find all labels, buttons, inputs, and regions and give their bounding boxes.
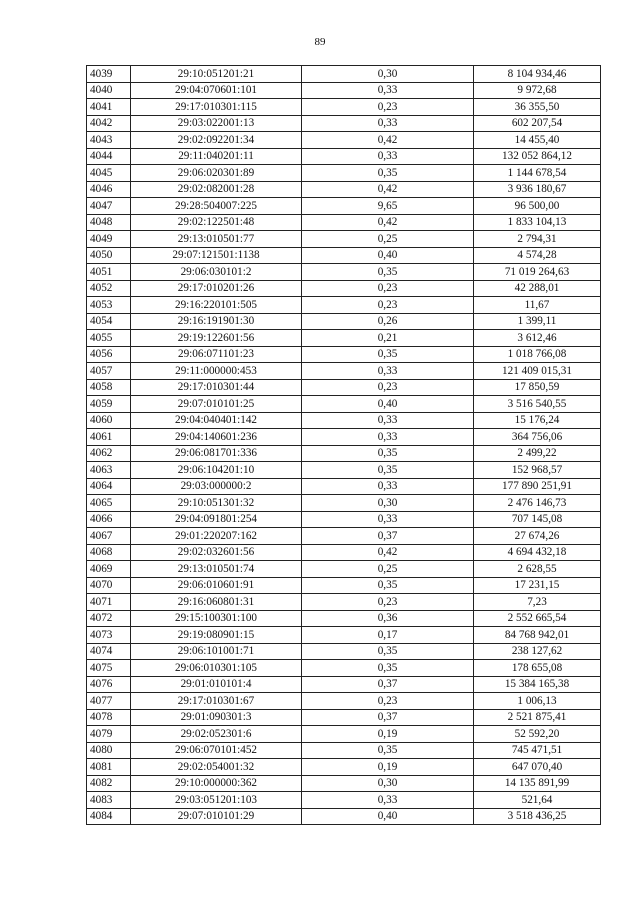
table-row bbox=[87, 445, 601, 462]
row-number-cell: 4050 bbox=[87, 247, 131, 264]
table-row bbox=[87, 610, 601, 627]
row-number-cell: 4074 bbox=[87, 643, 131, 660]
amount-cell: 152 968,57 bbox=[474, 462, 601, 479]
rate-cell: 0,23 bbox=[302, 280, 474, 297]
row-number-cell: 4078 bbox=[87, 709, 131, 726]
row-number-cell: 4049 bbox=[87, 231, 131, 248]
rate-cell: 0,35 bbox=[302, 577, 474, 594]
row-number-cell: 4069 bbox=[87, 561, 131, 578]
cadastral-number-cell: 29:17:010201:26 bbox=[131, 280, 302, 297]
rate-cell: 0,33 bbox=[302, 792, 474, 809]
table-row bbox=[87, 280, 601, 297]
amount-cell: 17 231,15 bbox=[474, 577, 601, 594]
row-number-cell: 4080 bbox=[87, 742, 131, 759]
row-number-cell: 4043 bbox=[87, 132, 131, 149]
cadastral-number-cell: 29:15:100301:100 bbox=[131, 610, 302, 627]
cadastral-number-cell: 29:19:080901:15 bbox=[131, 627, 302, 644]
cadastral-number-cell: 29:07:121501:1138 bbox=[131, 247, 302, 264]
amount-cell: 96 500,00 bbox=[474, 198, 601, 215]
amount-cell: 745 471,51 bbox=[474, 742, 601, 759]
cadastral-number-cell: 29:17:010301:67 bbox=[131, 693, 302, 710]
row-number-cell: 4048 bbox=[87, 214, 131, 231]
cadastral-number-cell: 29:02:052301:6 bbox=[131, 726, 302, 743]
table-row bbox=[87, 594, 601, 611]
amount-cell: 15 384 165,38 bbox=[474, 676, 601, 693]
row-number-cell: 4077 bbox=[87, 693, 131, 710]
cadastral-number-cell: 29:13:010501:77 bbox=[131, 231, 302, 248]
row-number-cell: 4058 bbox=[87, 379, 131, 396]
cadastral-number-cell: 29:28:504007:225 bbox=[131, 198, 302, 215]
rate-cell: 0,25 bbox=[302, 231, 474, 248]
table-row bbox=[87, 742, 601, 759]
row-number-cell: 4046 bbox=[87, 181, 131, 198]
rate-cell: 0,33 bbox=[302, 478, 474, 495]
table-row bbox=[87, 693, 601, 710]
cadastral-number-cell: 29:02:032601:56 bbox=[131, 544, 302, 561]
rate-cell: 0,37 bbox=[302, 528, 474, 545]
rate-cell: 0,33 bbox=[302, 412, 474, 429]
table-row bbox=[87, 577, 601, 594]
cadastral-number-cell: 29:04:091801:254 bbox=[131, 511, 302, 528]
row-number-cell: 4055 bbox=[87, 330, 131, 347]
rate-cell: 0,35 bbox=[302, 660, 474, 677]
cadastral-number-cell: 29:01:220207:162 bbox=[131, 528, 302, 545]
table-row bbox=[87, 412, 601, 429]
amount-cell: 707 145,08 bbox=[474, 511, 601, 528]
rate-cell: 0,42 bbox=[302, 214, 474, 231]
amount-cell: 2 628,55 bbox=[474, 561, 601, 578]
row-number-cell: 4054 bbox=[87, 313, 131, 330]
table-row bbox=[87, 462, 601, 479]
cadastral-number-cell: 29:01:090301:3 bbox=[131, 709, 302, 726]
amount-cell: 36 355,50 bbox=[474, 99, 601, 116]
rate-cell: 0,19 bbox=[302, 759, 474, 776]
amount-cell: 11,67 bbox=[474, 297, 601, 314]
row-number-cell: 4040 bbox=[87, 82, 131, 99]
row-number-cell: 4057 bbox=[87, 363, 131, 380]
table-row bbox=[87, 247, 601, 264]
row-number-cell: 4047 bbox=[87, 198, 131, 215]
row-number-cell: 4044 bbox=[87, 148, 131, 165]
amount-cell: 14 455,40 bbox=[474, 132, 601, 149]
cadastral-number-cell: 29:13:010501:74 bbox=[131, 561, 302, 578]
row-number-cell: 4059 bbox=[87, 396, 131, 413]
cadastral-table bbox=[86, 65, 601, 825]
table-row bbox=[87, 544, 601, 561]
cadastral-number-cell: 29:11:040201:11 bbox=[131, 148, 302, 165]
amount-cell: 647 070,40 bbox=[474, 759, 601, 776]
amount-cell: 17 850,59 bbox=[474, 379, 601, 396]
row-number-cell: 4071 bbox=[87, 594, 131, 611]
rate-cell: 0,33 bbox=[302, 429, 474, 446]
row-number-cell: 4068 bbox=[87, 544, 131, 561]
rate-cell: 0,42 bbox=[302, 132, 474, 149]
table-row bbox=[87, 511, 601, 528]
rate-cell: 0,42 bbox=[302, 544, 474, 561]
rate-cell: 0,37 bbox=[302, 709, 474, 726]
table-row bbox=[87, 330, 601, 347]
amount-cell: 1 006,13 bbox=[474, 693, 601, 710]
rate-cell: 0,40 bbox=[302, 247, 474, 264]
row-number-cell: 4051 bbox=[87, 264, 131, 281]
table-row bbox=[87, 726, 601, 743]
table-row bbox=[87, 792, 601, 809]
table-row bbox=[87, 214, 601, 231]
table-row bbox=[87, 561, 601, 578]
table-row bbox=[87, 264, 601, 281]
rate-cell: 0,33 bbox=[302, 148, 474, 165]
rate-cell: 0,37 bbox=[302, 676, 474, 693]
cadastral-number-cell: 29:10:051201:21 bbox=[131, 66, 302, 83]
cadastral-number-cell: 29:03:022001:13 bbox=[131, 115, 302, 132]
row-number-cell: 4075 bbox=[87, 660, 131, 677]
rate-cell: 0,40 bbox=[302, 808, 474, 825]
cadastral-number-cell: 29:06:081701:336 bbox=[131, 445, 302, 462]
amount-cell: 52 592,20 bbox=[474, 726, 601, 743]
row-number-cell: 4082 bbox=[87, 775, 131, 792]
amount-cell: 177 890 251,91 bbox=[474, 478, 601, 495]
cadastral-number-cell: 29:06:010301:105 bbox=[131, 660, 302, 677]
rate-cell: 0,30 bbox=[302, 775, 474, 792]
row-number-cell: 4066 bbox=[87, 511, 131, 528]
rate-cell: 0,23 bbox=[302, 99, 474, 116]
amount-cell: 27 674,26 bbox=[474, 528, 601, 545]
cadastral-number-cell: 29:17:010301:115 bbox=[131, 99, 302, 116]
cadastral-number-cell: 29:16:191901:30 bbox=[131, 313, 302, 330]
rate-cell: 0,35 bbox=[302, 742, 474, 759]
amount-cell: 3 516 540,55 bbox=[474, 396, 601, 413]
table-row bbox=[87, 676, 601, 693]
amount-cell: 4 574,28 bbox=[474, 247, 601, 264]
rate-cell: 0,26 bbox=[302, 313, 474, 330]
rate-cell: 0,35 bbox=[302, 643, 474, 660]
cadastral-number-cell: 29:02:082001:28 bbox=[131, 181, 302, 198]
amount-cell: 1 018 766,08 bbox=[474, 346, 601, 363]
rate-cell: 9,65 bbox=[302, 198, 474, 215]
table-row bbox=[87, 627, 601, 644]
amount-cell: 1 833 104,13 bbox=[474, 214, 601, 231]
table-body bbox=[87, 66, 601, 825]
rate-cell: 0,40 bbox=[302, 396, 474, 413]
table-row bbox=[87, 231, 601, 248]
cadastral-number-cell: 29:06:010601:91 bbox=[131, 577, 302, 594]
row-number-cell: 4052 bbox=[87, 280, 131, 297]
row-number-cell: 4073 bbox=[87, 627, 131, 644]
amount-cell: 132 052 864,12 bbox=[474, 148, 601, 165]
amount-cell: 1 144 678,54 bbox=[474, 165, 601, 182]
rate-cell: 0,23 bbox=[302, 594, 474, 611]
cadastral-number-cell: 29:07:010101:25 bbox=[131, 396, 302, 413]
row-number-cell: 4062 bbox=[87, 445, 131, 462]
table-row bbox=[87, 66, 601, 83]
amount-cell: 2 499,22 bbox=[474, 445, 601, 462]
table-row bbox=[87, 99, 601, 116]
amount-cell: 9 972,68 bbox=[474, 82, 601, 99]
rate-cell: 0,21 bbox=[302, 330, 474, 347]
cadastral-number-cell: 29:03:000000:2 bbox=[131, 478, 302, 495]
cadastral-number-cell: 29:06:020301:89 bbox=[131, 165, 302, 182]
cadastral-number-cell: 29:06:070101:452 bbox=[131, 742, 302, 759]
amount-cell: 84 768 942,01 bbox=[474, 627, 601, 644]
cadastral-number-cell: 29:16:060801:31 bbox=[131, 594, 302, 611]
rate-cell: 0,25 bbox=[302, 561, 474, 578]
amount-cell: 3 936 180,67 bbox=[474, 181, 601, 198]
table-row bbox=[87, 528, 601, 545]
cadastral-number-cell: 29:17:010301:44 bbox=[131, 379, 302, 396]
table-row bbox=[87, 181, 601, 198]
table-row bbox=[87, 115, 601, 132]
table-row bbox=[87, 495, 601, 512]
cadastral-number-cell: 29:10:000000:362 bbox=[131, 775, 302, 792]
rate-cell: 0,30 bbox=[302, 66, 474, 83]
cadastral-number-cell: 29:06:104201:10 bbox=[131, 462, 302, 479]
row-number-cell: 4065 bbox=[87, 495, 131, 512]
amount-cell: 3 518 436,25 bbox=[474, 808, 601, 825]
rate-cell: 0,35 bbox=[302, 445, 474, 462]
amount-cell: 4 694 432,18 bbox=[474, 544, 601, 561]
cadastral-number-cell: 29:07:010101:29 bbox=[131, 808, 302, 825]
table-row bbox=[87, 643, 601, 660]
cadastral-number-cell: 29:19:122601:56 bbox=[131, 330, 302, 347]
rate-cell: 0,35 bbox=[302, 165, 474, 182]
cadastral-number-cell: 29:06:071101:23 bbox=[131, 346, 302, 363]
table-row bbox=[87, 775, 601, 792]
table-row bbox=[87, 396, 601, 413]
row-number-cell: 4042 bbox=[87, 115, 131, 132]
row-number-cell: 4083 bbox=[87, 792, 131, 809]
row-number-cell: 4063 bbox=[87, 462, 131, 479]
table-row bbox=[87, 132, 601, 149]
amount-cell: 3 612,46 bbox=[474, 330, 601, 347]
table-row bbox=[87, 660, 601, 677]
row-number-cell: 4056 bbox=[87, 346, 131, 363]
amount-cell: 8 104 934,46 bbox=[474, 66, 601, 83]
rate-cell: 0,42 bbox=[302, 181, 474, 198]
table-row bbox=[87, 709, 601, 726]
cadastral-number-cell: 29:06:030101:2 bbox=[131, 264, 302, 281]
table-row bbox=[87, 313, 601, 330]
table-row bbox=[87, 759, 601, 776]
rate-cell: 0,33 bbox=[302, 363, 474, 380]
amount-cell: 364 756,06 bbox=[474, 429, 601, 446]
amount-cell: 15 176,24 bbox=[474, 412, 601, 429]
table-row bbox=[87, 478, 601, 495]
table-row bbox=[87, 165, 601, 182]
rate-cell: 0,35 bbox=[302, 264, 474, 281]
amount-cell: 602 207,54 bbox=[474, 115, 601, 132]
amount-cell: 238 127,62 bbox=[474, 643, 601, 660]
rate-cell: 0,30 bbox=[302, 495, 474, 512]
table-row bbox=[87, 82, 601, 99]
row-number-cell: 4072 bbox=[87, 610, 131, 627]
rate-cell: 0,33 bbox=[302, 511, 474, 528]
row-number-cell: 4081 bbox=[87, 759, 131, 776]
amount-cell: 2 521 875,41 bbox=[474, 709, 601, 726]
amount-cell: 521,64 bbox=[474, 792, 601, 809]
amount-cell: 1 399,11 bbox=[474, 313, 601, 330]
rate-cell: 0,35 bbox=[302, 346, 474, 363]
table-row bbox=[87, 148, 601, 165]
cadastral-number-cell: 29:04:070601:101 bbox=[131, 82, 302, 99]
cadastral-number-cell: 29:04:140601:236 bbox=[131, 429, 302, 446]
amount-cell: 178 655,08 bbox=[474, 660, 601, 677]
row-number-cell: 4041 bbox=[87, 99, 131, 116]
cadastral-number-cell: 29:03:051201:103 bbox=[131, 792, 302, 809]
cadastral-number-cell: 29:06:101001:71 bbox=[131, 643, 302, 660]
rate-cell: 0,33 bbox=[302, 115, 474, 132]
cadastral-number-cell: 29:02:092201:34 bbox=[131, 132, 302, 149]
cadastral-number-cell: 29:02:122501:48 bbox=[131, 214, 302, 231]
cadastral-number-cell: 29:04:040401:142 bbox=[131, 412, 302, 429]
amount-cell: 2 552 665,54 bbox=[474, 610, 601, 627]
row-number-cell: 4061 bbox=[87, 429, 131, 446]
table-row bbox=[87, 346, 601, 363]
table-row bbox=[87, 198, 601, 215]
amount-cell: 71 019 264,63 bbox=[474, 264, 601, 281]
rate-cell: 0,23 bbox=[302, 693, 474, 710]
row-number-cell: 4070 bbox=[87, 577, 131, 594]
row-number-cell: 4039 bbox=[87, 66, 131, 83]
amount-cell: 121 409 015,31 bbox=[474, 363, 601, 380]
rate-cell: 0,23 bbox=[302, 379, 474, 396]
row-number-cell: 4064 bbox=[87, 478, 131, 495]
amount-cell: 42 288,01 bbox=[474, 280, 601, 297]
rate-cell: 0,19 bbox=[302, 726, 474, 743]
cadastral-number-cell: 29:16:220101:505 bbox=[131, 297, 302, 314]
cadastral-number-cell: 29:11:000000:453 bbox=[131, 363, 302, 380]
amount-cell: 2 476 146,73 bbox=[474, 495, 601, 512]
row-number-cell: 4053 bbox=[87, 297, 131, 314]
table-row bbox=[87, 808, 601, 825]
row-number-cell: 4079 bbox=[87, 726, 131, 743]
table-row bbox=[87, 379, 601, 396]
cadastral-number-cell: 29:10:051301:32 bbox=[131, 495, 302, 512]
amount-cell: 7,23 bbox=[474, 594, 601, 611]
row-number-cell: 4060 bbox=[87, 412, 131, 429]
amount-cell: 14 135 891,99 bbox=[474, 775, 601, 792]
row-number-cell: 4067 bbox=[87, 528, 131, 545]
table-row bbox=[87, 363, 601, 380]
rate-cell: 0,23 bbox=[302, 297, 474, 314]
page-number: 89 bbox=[314, 36, 326, 48]
cadastral-number-cell: 29:01:010101:4 bbox=[131, 676, 302, 693]
rate-cell: 0,36 bbox=[302, 610, 474, 627]
row-number-cell: 4084 bbox=[87, 808, 131, 825]
row-number-cell: 4045 bbox=[87, 165, 131, 182]
table-row bbox=[87, 429, 601, 446]
rate-cell: 0,17 bbox=[302, 627, 474, 644]
cadastral-number-cell: 29:02:054001:32 bbox=[131, 759, 302, 776]
table-row bbox=[87, 297, 601, 314]
amount-cell: 2 794,31 bbox=[474, 231, 601, 248]
rate-cell: 0,33 bbox=[302, 82, 474, 99]
rate-cell: 0,35 bbox=[302, 462, 474, 479]
row-number-cell: 4076 bbox=[87, 676, 131, 693]
